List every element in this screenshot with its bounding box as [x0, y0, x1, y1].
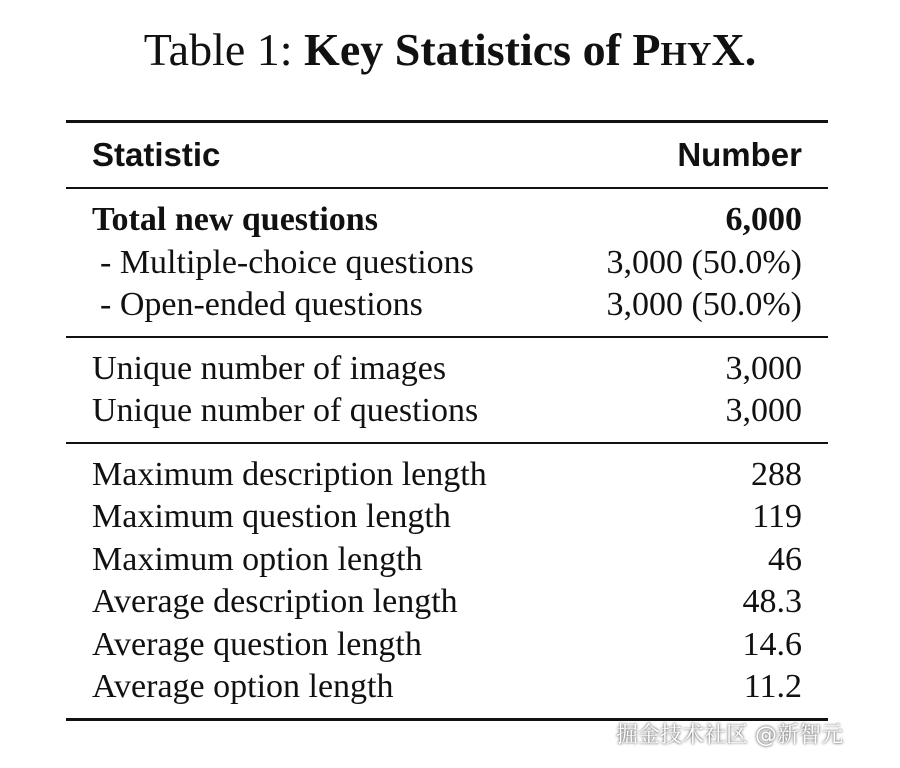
table-header-row: [66, 123, 828, 187]
caption-title: Key Statistics of PHYX.: [304, 24, 757, 75]
table-row: [66, 539, 828, 582]
table-row: [66, 581, 828, 624]
header-statistic: Statistic: [92, 136, 221, 173]
table-row: [66, 348, 828, 391]
row-label: - Open-ended questions: [100, 286, 423, 324]
row-value: 11.2: [743, 668, 802, 706]
table-row: [66, 284, 828, 327]
table-row: [66, 666, 828, 709]
table-group-lengths: [66, 444, 828, 718]
statistics-table: [66, 120, 828, 721]
row-value: 3,000 (50.0%): [606, 243, 802, 281]
row-value: 6,000: [725, 201, 802, 239]
row-value: 48.3: [742, 583, 802, 621]
row-label: Maximum option length: [92, 540, 423, 578]
watermark: 掘金技术社区 @新智元: [616, 723, 843, 748]
table-row: [66, 199, 828, 242]
row-value: 3,000 (50.0%): [606, 286, 802, 324]
table-group-questions: [66, 189, 828, 336]
table-row: [66, 624, 828, 667]
row-label: Maximum description length: [92, 455, 487, 493]
table-row: [66, 242, 828, 285]
row-label: Average option length: [92, 668, 394, 706]
row-value: 14.6: [742, 625, 802, 663]
row-label: Unique number of questions: [92, 392, 479, 430]
row-label: Maximum question length: [92, 498, 451, 536]
row-value: 119: [752, 498, 802, 536]
table-row: [66, 390, 828, 433]
row-label: - Multiple-choice questions: [100, 243, 474, 281]
header-number: Number: [677, 136, 802, 173]
table-caption: [0, 20, 900, 85]
table-row: [66, 496, 828, 539]
row-value: 288: [751, 455, 802, 493]
row-value: 3,000: [725, 392, 802, 430]
caption-prefix: Table 1:: [143, 24, 305, 75]
row-value: 46: [768, 540, 802, 578]
row-label: Unique number of images: [92, 349, 447, 387]
row-label: Total new questions: [92, 201, 378, 239]
row-label: Average question length: [92, 625, 422, 663]
row-value: 3,000: [725, 349, 802, 387]
table-group-unique: [66, 338, 828, 442]
table-row: [66, 454, 828, 497]
row-label: Average description length: [92, 583, 458, 621]
